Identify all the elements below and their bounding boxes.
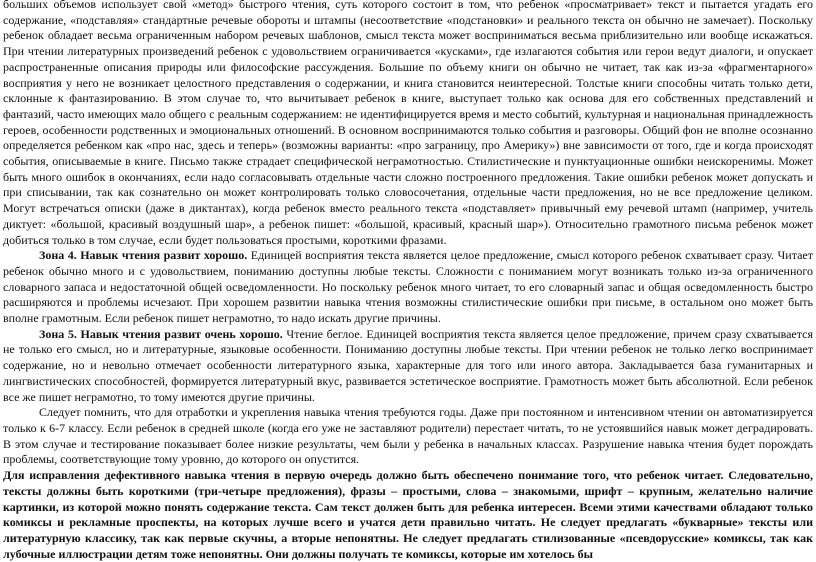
paragraph-zone-4 [3, 248, 813, 327]
heading-zone-5: Зона 5. Навык чтения развит очень хорошо. [39, 326, 283, 341]
document-page [3, 0, 813, 562]
zone-5-text: Чтение беглое. Единицей восприятия текста является целое предложение, причем сразу схватывается не только его смысл, но и литературные, языковые особенности. Пониманию доступны любые тексты. При чтении ребенок не только легко воспринимает содержание, но и невольно отмечает особенности литературного языка, характерные для того или иного автора. Закладывается база гуманитарных и лингвистических способностей, формируется литературный вкус, развивается эстетическое восприятие. Грамотность может быть абсолютной. Если ребенок все же пишет неграмотно, то тому имеются другие причины. [3, 326, 813, 404]
paragraph-skill-practice: Следует помнить, что для отработки и укрепления навыка чтения требуются годы. Даже при постоянном и интенсивном чтении он автоматизируется только к 6-7 классу. Если ребенок в средней школе (когда его уже не заставляют родители) перестает читать, то не устоявшийся навык может деградировать. В этом случае и тестирование показывает более низкие результаты, чем были у ребенка в начальных классах. Разрушение навыка чтения будет порождать проблемы, соответствующие тому уровню, до которого он опустится. [3, 405, 813, 467]
paragraph-reading-method: больших объемов использует свой «метод» быстрого чтения, суть которого состоит в том, что ребенок «просматривает» текст и пытается угадать его содержание, «подставляя» стандартные речевые обороты и штампы (несоответствие «подстановки» и реального текста он обычно не замечает). Поскольку ребенок обладает весьма ограниченным набором речевых шаблонов, смысл текста может восприниматься весьма приблизительно или вообще искажаться. При чтении литературных произведений ребенок с удовольствием ограничивается «кусками», где излагаются события или герои ведут диалоги, и опускает распространенные описания природы или философские рассуждения. Большие по объему книги он обычно не читает, так как из-за «фрагментарного» восприятия у него не возникает целостного представления о содержании, и книга становится неинтересной. Толстые книги способны читать только дети, склонные к фантазированию. В этом случае то, что вычитывает ребенок в книге, выступает только как основа для его собственных представлений и фантазий, часто имеющих мало общего с реальным содержанием: не идентифицируется время и место событий, культурная и национальная принадлежность героев, особенности родственных и эмоциональных отношений. В основном воспринимаются только события и разговоры. Общий фон не вполне осознанно определяется ребенком как «про нас, здесь и теперь» (возможны варианты: «про заграницу, про Америку») вне зависимости от того, где и когда происходят события, описываемые в книге. Письмо также страдает специфической неграмотностью. Стилистические и пунктуационные ошибки неискоренимы. Может быть много ошибок в окончаниях, если надо согласовывать отдельные части сложно построенного предложения. Такие ошибки ребенок может допускать и при списывании, так как сознательно он может контролировать только словосочетания, отдельные части предложения, но не все предложение целиком. Могут встречаться описки (даже в диктантах), когда ребенок вместо реального текста «подставляет» привычный ему речевой штамп (например, учитель диктует: «большой, красивый воздушный шар», а ребенок пишет: «большой, красивый, красный шар»). Относительно грамотного письма ребенок может добиться только в том случае, если будет пользоваться простыми, короткими фразами. [3, 0, 813, 247]
paragraph-correction-advice: Для исправления дефективного навыка чтения в первую очередь должно быть обеспечено понимание того, что ребенок читает. Следовательно, тексты должны быть короткими (три-четыре предложения), фразы – простыми, слова – знакомыми, шрифт – крупным, желательно наличие картинки, из которой можно понять содержание текста. Сам текст должен быть для ребенка интересен. Всеми этими качествами обладают только комиксы и рекламные проспекты, на которых лучше всего и учатся дети правильно читать. Не следует предлагать «букварные» тексты или литературную классику, так как первые скучны, а вторые непонятны. Не следует предлагать стилизованные «псевдорусские» комиксы, так как лубочные иллюстрации детям тоже непонятны. Они должны получать те комиксы, которые им хотелось бы [3, 468, 813, 561]
heading-zone-4: Зона 4. Навык чтения развит хорошо. [39, 248, 248, 263]
paragraph-zone-5 [3, 327, 813, 406]
zone-4-text: Единицей восприятия текста является целое предложение, смысл которого ребенок схватывает сразу. Читает ребенок обычно много и с удовольствием, пониманию доступны любые тексты. Сложности с пониманием могут возникать только из-за ограниченного словарного запаса и недостаточной общей осведомленности. Но поскольку ребенок много читает, то его словарный запас и общая осведомленность быстро расширяются и проблемы исчезают. При хорошем развитии навыка чтения возможны стилистические ошибки при письме, в остальном оно может быть вполне грамотным. Если ребенок пишет неграмотно, то надо искать другие причины. [3, 248, 813, 326]
